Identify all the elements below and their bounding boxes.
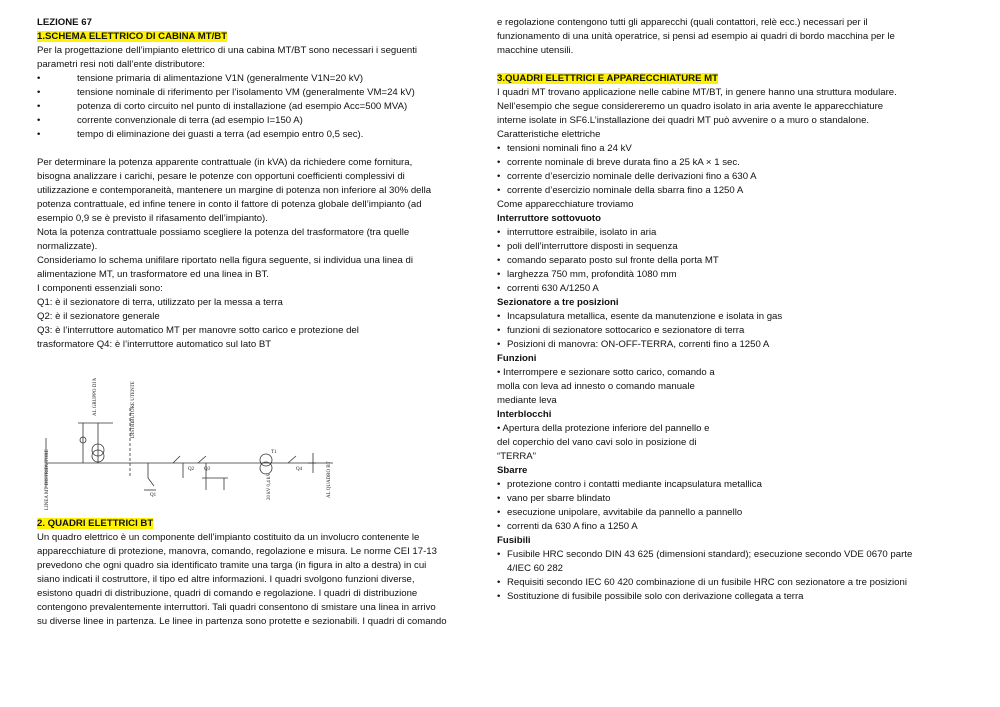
section1-title: 1.SCHEMA ELETTRICO DI CABINA MT/BT [37, 31, 228, 42]
list-item: • corrente d’esercizio nominale delle derivazioni fino a 630 A [497, 171, 757, 182]
bullet-icon: • [37, 129, 41, 140]
section2-line: esistono quadri di distribuzione, quadri di comando e regolazione. I quadri di distribuzione [37, 588, 418, 599]
list-item: • interruttore estraibile, isolato in aria [497, 227, 657, 238]
funzioni-line: molla con leva ad innesto o comando manuale [497, 381, 695, 392]
diagram-label: Q2 [188, 467, 195, 472]
intro-line: Per la progettazione dell’impianto elettrico di una cabina MT/BT sono necessari i seguenti [37, 45, 418, 56]
list-item: • funzioni di sezionatore sottocarico e sezionatore di terra [497, 325, 745, 336]
list-item: • Fusibile HRC secondo DIN 43 625 (dimensioni standard); esecuzione secondo VDE 0670 parte [497, 549, 913, 560]
list-item: • corrente nominale di breve durata fino a 25 kA × 1 sec. [497, 157, 740, 168]
param-item: • potenza di corto circuito nel punto di installazione (ad esempio Acc=500 MVA) [37, 101, 408, 112]
list-item: • esecuzione unipolare, avvitabile da pannello a pannello [497, 507, 743, 518]
bullet-icon: • [37, 87, 41, 98]
bullet-icon: • [37, 73, 41, 84]
list-item: • Incapsulatura metallica, esente da manutenzione e isolata in gas [497, 311, 783, 322]
list-item: • tensioni nominali fino a 24 kV [497, 143, 632, 154]
list-item: • Requisiti secondo IEC 60 420 combinazione di un fusibile HRC con sezionatore a tre posizioni [497, 577, 907, 588]
list-item: • poli dell’interruttore disposti in sequenza [497, 241, 678, 252]
diagram-label: LINEA MT DISTRIBUTORE [45, 449, 50, 510]
diagram-label: DISTRIBUTORE UTENTE [131, 381, 136, 438]
diagram-label: 20 kV 0,4 kV [267, 472, 272, 500]
body-line: normalizzate). [37, 241, 98, 252]
list-item: • comando separato posto sul fronte della porta MT [497, 255, 719, 266]
interblocchi-line: “TERRA” [497, 451, 536, 462]
body-line: Q2: è il sezionatore generale [37, 311, 160, 322]
list-item: • larghezza 750 mm, profondità 1080 mm [497, 269, 677, 280]
interblocchi-title: Interblocchi [497, 409, 552, 420]
param-item: • tensione nominale di riferimento per l’isolamento VM (generalmente VM=24 kV) [37, 87, 415, 98]
diagram-label: T1 [271, 450, 277, 455]
body-line: esempio 0,9 se è previsto il rifasamento dell’impianto). [37, 213, 268, 224]
section2-line: prevedono che ogni quadro sia identificato tramite una targa (in figura in alto a destra) in cui [37, 560, 427, 571]
interblocchi-line: del coperchio del vano cavi solo in posizione di [497, 437, 697, 448]
section3-title: 3.QUADRI ELETTRICI E APPARECCHIATURE MT [497, 73, 719, 84]
cont-line: funzionamento di una unità operatrice, si pensi ad esempio ai quadri di bordo macchina per le [497, 31, 895, 42]
interruttore-title: Interruttore sottovuoto [497, 213, 601, 224]
body-line: Q1: è il sezionatore di terra, utilizzato per la messa a terra [37, 297, 283, 308]
body-line: utilizzazione e contemporaneità, mantenere un margine di potenza non inferiore al 30% della [37, 185, 432, 196]
funzioni-line: • Interrompere e sezionare sotto carico, comando a [497, 367, 715, 378]
section3-line: Nell’esempio che segue considereremo un quadro isolato in aria avente le apparecchiature [497, 101, 884, 112]
body-line: Nota la potenza contrattuale possiamo scegliere la potenza del trasformatore (tra quelle [37, 227, 410, 238]
section3-line: Caratteristiche elettriche [497, 129, 601, 140]
sbarre-title: Sbarre [497, 465, 528, 476]
cont-line: e regolazione contengono tutti gli apparecchi (quali contattori, relè ecc.) necessari per il [497, 17, 868, 28]
list-item: • Sostituzione di fusibile possibile solo con derivazione collegata a terra [497, 591, 804, 602]
diagram-svg [38, 378, 338, 510]
body-line: Per determinare la potenza apparente contrattuale (in kVA) da richiedere come fornitura, [37, 157, 413, 168]
param-item: • tensione primaria di alimentazione V1N (generalmente V1N=20 kV) [37, 73, 364, 84]
interblocchi-line: • Apertura della protezione inferiore del pannello e [497, 423, 710, 434]
section2-line: su diverse linee in partenza. Le linee in partenza sono protette e sezionabili. I quadri di comando [37, 616, 447, 627]
left-column [37, 16, 455, 352]
section3-line: interne isolate in SF6.L’installazione dei quadri MT può avvenire o a muro o standalone. [497, 115, 870, 126]
list-item: • vano per sbarre blindato [497, 493, 611, 504]
param-item: • corrente convenzionale di terra (ad esempio I=150 A) [37, 115, 303, 126]
bullet-icon: • [37, 115, 41, 126]
section2-line: contengono prevalentemente interruttori. Tali quadri consentono di smistare una linea in arrivo [37, 602, 436, 613]
body-line: Q3: è l’interruttore automatico MT per manovre sotto carico e protezione del [37, 325, 359, 336]
section2-block [37, 517, 477, 629]
section2-line: apparecchiature di protezione, manovra, comando, regolazione e misura. Le norme CEI 17-13 [37, 546, 437, 557]
body-line: Consideriamo lo schema unifilare riportato nella figura seguente, si individua una linea di [37, 255, 413, 266]
single-line-diagram [38, 378, 338, 510]
bullet-icon: • [37, 101, 41, 112]
list-item: • protezione contro i contatti mediante incapsulatura metallica [497, 479, 762, 490]
intro-line: parametri resi noti dall’ente distributore: [37, 59, 205, 70]
diagram-label: Q3 [204, 467, 211, 472]
section2-line: siano indicati il costruttore, il tipo ed altre informazioni. I quadri svolgono funzioni diverse, [37, 574, 415, 585]
funzioni-line: mediante leva [497, 395, 557, 406]
diagram-label: Q1 [150, 493, 157, 498]
body-line: potenza contrattuale, ed infine tenere in conto il fattore di potenza globale dell’impianto (ad [37, 199, 422, 210]
list-item: • correnti da 630 A fino a 1250 A [497, 521, 638, 532]
section2-title: 2. QUADRI ELETTRICI BT [37, 518, 154, 529]
list-item: • Posizioni di manovra: ON-OFF-TERRA, correnti fino a 1250 A [497, 339, 770, 350]
body-line: trasformatore Q4: è l’interruttore automatico sul lato BT [37, 339, 272, 350]
param-item: • tempo di eliminazione dei guasti a terra (ad esempio entro 0,5 sec). [37, 129, 364, 140]
section2-line: Un quadro elettrico è un componente dell’impianto costituito da un involucro contenente le [37, 532, 420, 543]
diagram-label: Q4 [296, 467, 303, 472]
right-column [497, 16, 947, 604]
funzioni-title: Funzioni [497, 353, 537, 364]
list-item-continuation: 4/IEC 60 282 [507, 563, 564, 574]
section3-line: I quadri MT trovano applicazione nelle cabine MT/BT, in genere hanno una struttura modulare. [497, 87, 897, 98]
body-line: bisogna analizzare i carichi, pesare le potenze con opportuni coefficienti complessivi di [37, 171, 405, 182]
diagram-label: AL QUADRO BT [327, 461, 332, 498]
body-line: alimentazione MT, un trasformatore ed una linea in BT. [37, 269, 269, 280]
diagram-label: AL GRUPPO DI MISURA [93, 378, 98, 416]
list-item: • correnti 630 A/1250 A [497, 283, 599, 294]
cont-line: macchine utensili. [497, 45, 574, 56]
list-item: • corrente d’esercizio nominale della sbarra fino a 1250 A [497, 185, 744, 196]
sezionatore-title: Sezionatore a tre posizioni [497, 297, 619, 308]
lesson-title: LEZIONE 67 [37, 17, 92, 28]
body-line: I componenti essenziali sono: [37, 283, 163, 294]
fusibili-title: Fusibili [497, 535, 531, 546]
come-app-line: Come apparecchiature troviamo [497, 199, 634, 210]
